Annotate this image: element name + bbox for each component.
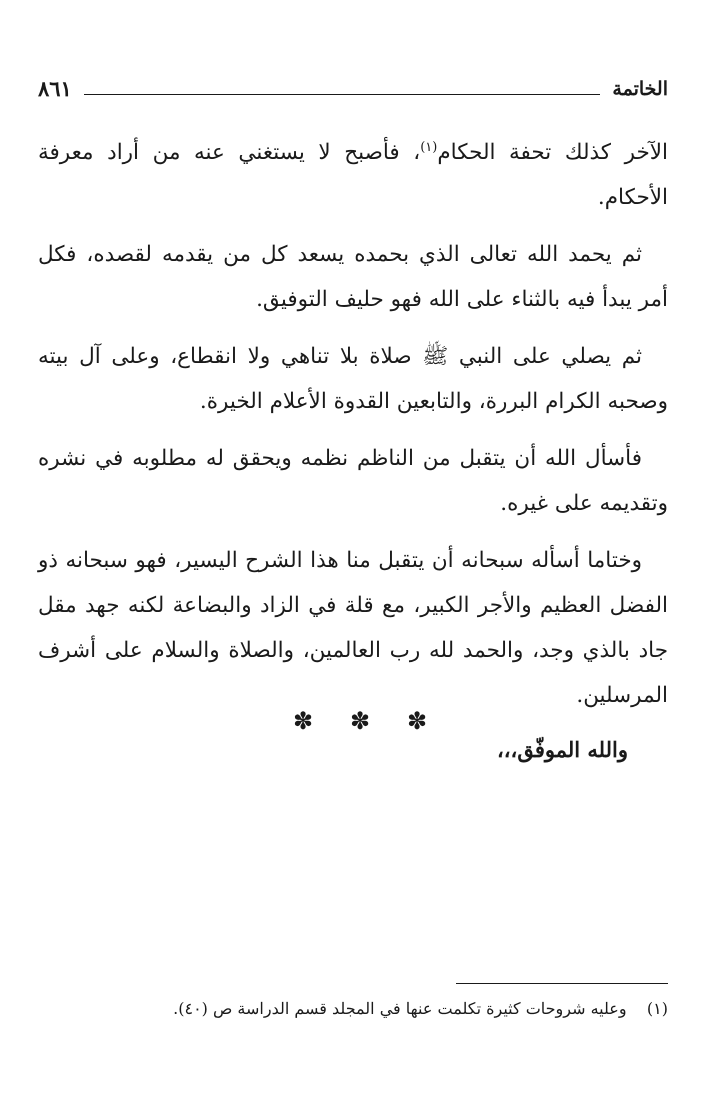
paragraph-2: ثم يحمد الله تعالى الذي بحمده يسعد كل من يقدمه لقصده، فكل أمر يبدأ فيه بالثناء على الله فهو حليف التوفيق. [38,242,668,312]
asterism-icon: ✽ [406,707,428,735]
header-rule [84,94,601,95]
asterism-icon: ✽ [292,707,314,735]
paragraph-5: وختاما أسأله سبحانه أن يتقبل منا هذا الشرح اليسير، فهو سبحانه ذو الفضل العظيم والأجر الكبير، مع قلة في الزاد والبضاعة لكنه جهد مقل جاد بالذي وجد، والحمد لله رب العالمين، والصلاة والسلام على أشرف المرسلين. [38,548,668,708]
footnote-marker: (١) [646,999,668,1018]
running-title: الخاتمة [612,78,668,100]
asterism-icon: ✽ [349,707,371,735]
page-header [38,70,668,100]
paragraph-1 [38,130,668,220]
body-text [38,130,668,770]
footnote-rule [456,983,668,984]
paragraph-1-start: الآخر كذلك تحفة الحكام [437,140,668,165]
footnote-text: وعليه شروحات كثيرة تكلمت عنها في المجلد قسم الدراسة ص (٤٠). [173,999,627,1018]
page-number: ٨٦١ [38,76,72,101]
closing-line: والله الموفّق،،، [496,737,628,762]
footnote-reference[interactable]: (١) [420,139,438,155]
paragraph-1-end: ، فأصبح لا يستغني عنه من أراد معرفة الأحكام. [38,140,668,210]
paragraph-4: فأسأل الله أن يتقبل من الناظم نظمه ويحقق له مطلوبه في نشره وتقديمه على غيره. [38,446,668,516]
paragraph-3: ثم يصلي على النبي ﷺ صلاة بلا تناهي ولا انقطاع، وعلى آل بيته وصحبه الكرام البررة، والتابعين القدوة الأعلام الخيرة. [38,344,668,414]
footnote [38,996,668,1022]
section-ornaments [290,708,430,734]
